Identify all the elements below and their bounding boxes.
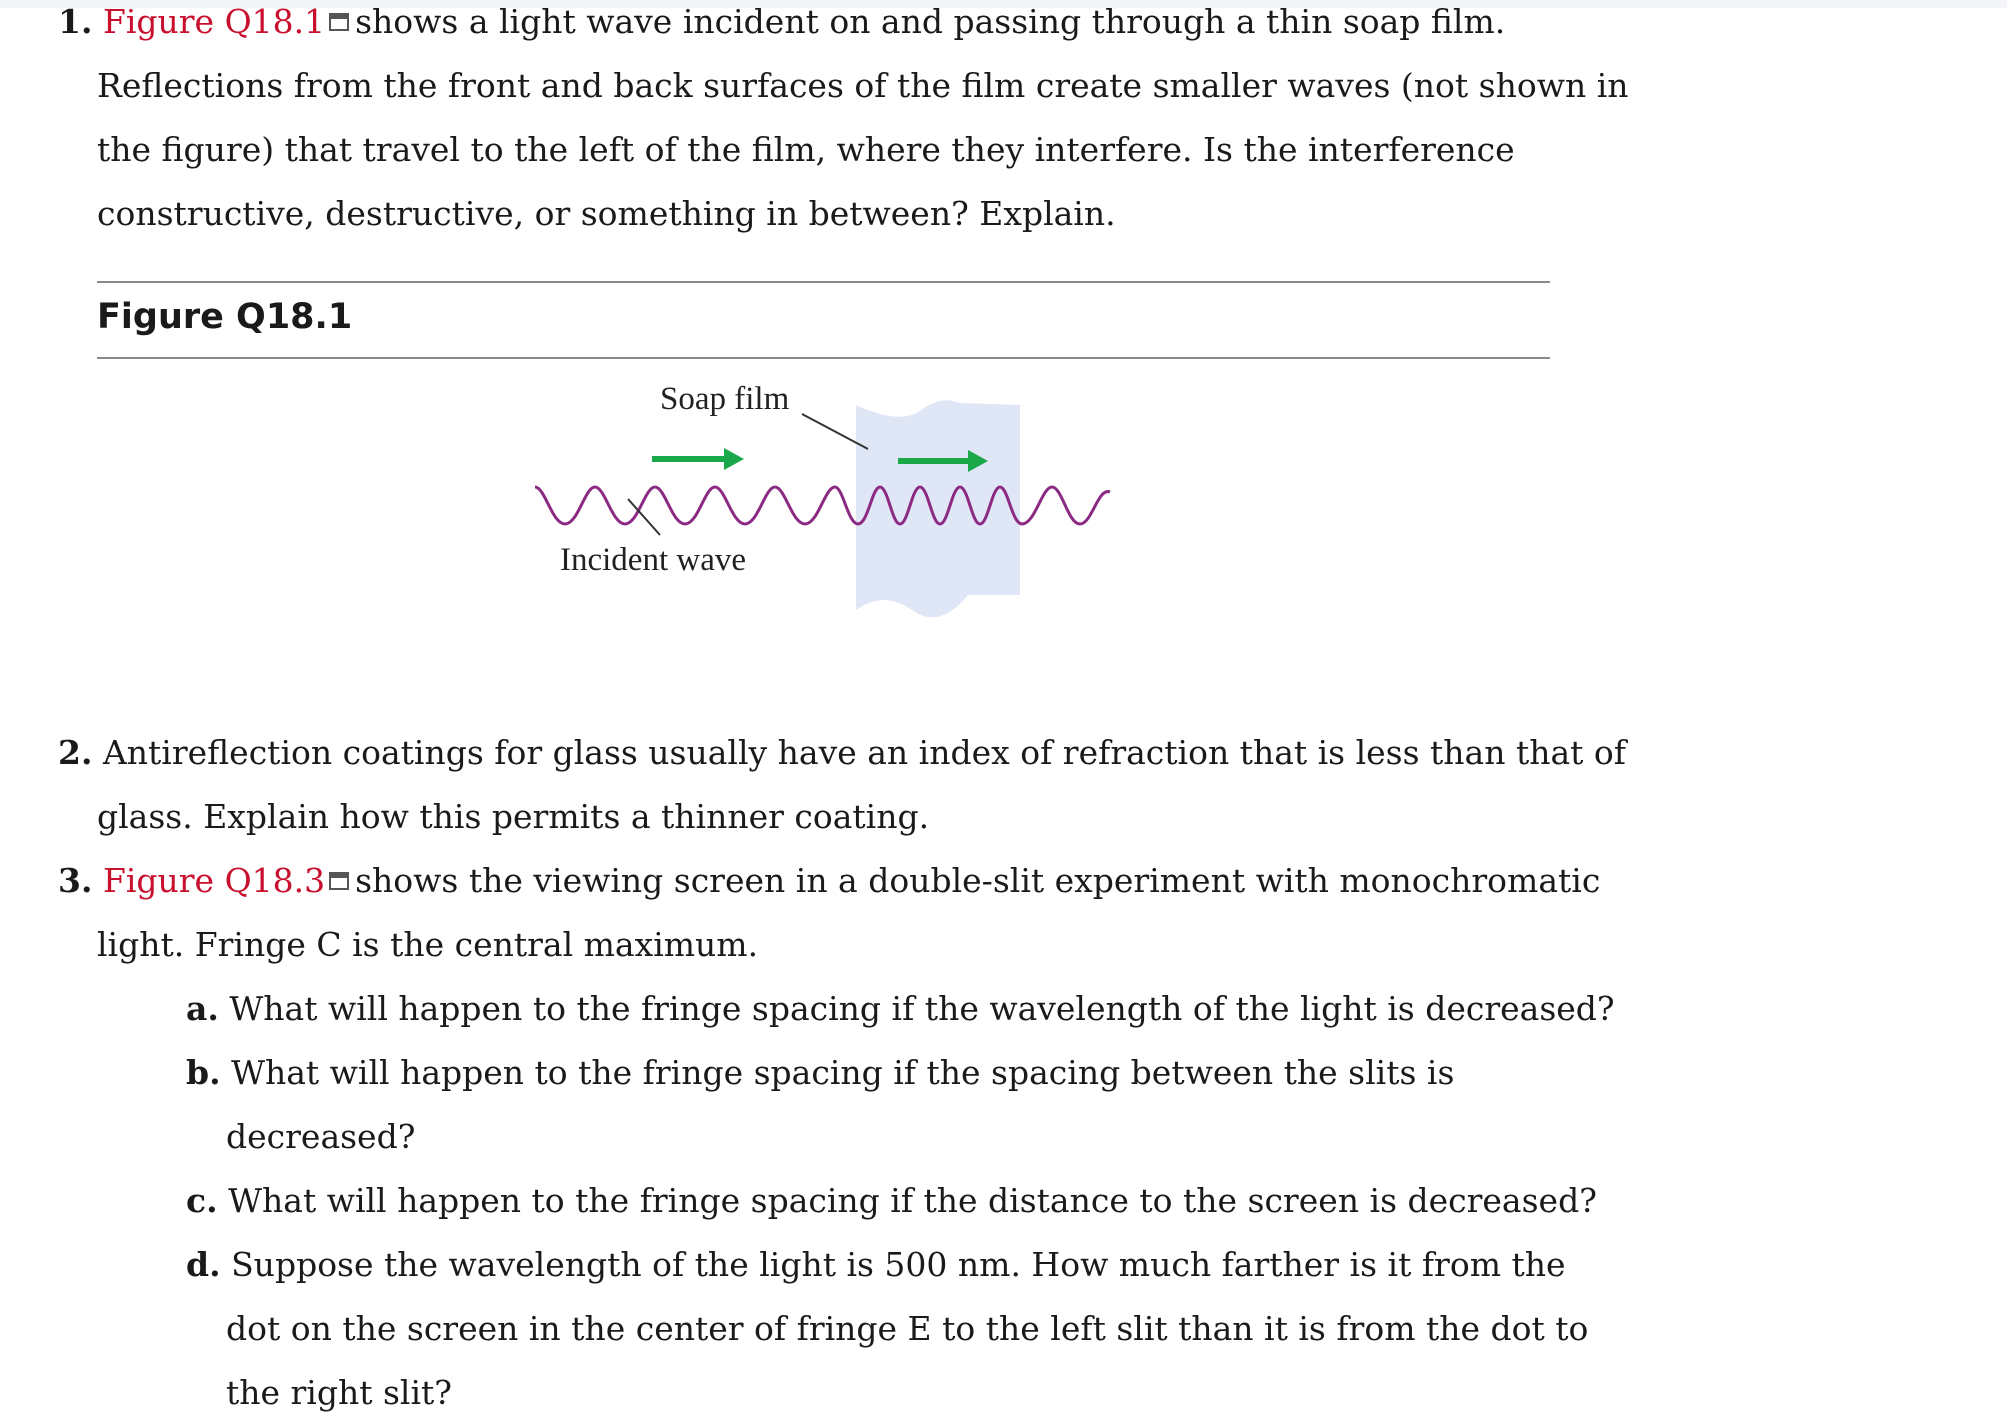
- q3d-line-1: [186, 1243, 1566, 1287]
- q3d-line-2: dot on the screen in the center of fringe E to the left slit than it is from the dot to: [226, 1309, 1589, 1348]
- figure-title: Figure Q18.1: [97, 297, 353, 337]
- q1-number: 1.: [58, 2, 93, 41]
- q3d-line-3: the right slit?: [226, 1373, 452, 1412]
- q3c-line-1: [186, 1179, 1597, 1223]
- soap-film-diagram: [520, 385, 1140, 635]
- q2-line-1-text: Antireflection coatings for glass usually have an index of refraction that is less than that of: [102, 733, 1626, 772]
- q3-line-1-text: shows the viewing screen in a double-slit experiment with monochromatic: [355, 861, 1601, 900]
- q3c-label: c.: [186, 1181, 218, 1220]
- q3a-line-1: [186, 987, 1615, 1031]
- incident-wave-leader-line: [628, 499, 660, 535]
- figure-q18-1-link[interactable]: Figure Q18.1: [102, 2, 326, 41]
- q3d-text: Suppose the wavelength of the light is 500 nm. How much farther is it from the: [231, 1245, 1566, 1284]
- q3b-line-1: [186, 1051, 1454, 1095]
- q3a-label: a.: [186, 989, 219, 1028]
- q2-line-2: glass. Explain how this permits a thinner coating.: [97, 797, 930, 836]
- soap-film-shape: [856, 400, 1020, 617]
- q1-line-1: [58, 0, 1505, 44]
- q3-number: 3.: [58, 861, 93, 900]
- figure-q18-3-link[interactable]: Figure Q18.3: [102, 861, 326, 900]
- q1-line-1-text: shows a light wave incident on and passing through a thin soap film.: [355, 2, 1506, 41]
- q3c-text: What will happen to the fringe spacing if the distance to the screen is decreased?: [228, 1181, 1597, 1220]
- q3b-text: What will happen to the fringe spacing if the spacing between the slits is: [231, 1053, 1455, 1092]
- q3b-label: b.: [186, 1053, 221, 1092]
- q1-line-2: Reflections from the front and back surfaces of the film create smaller waves (not shown in: [97, 66, 1629, 105]
- soap-film-figure: [520, 381, 1140, 635]
- q1-line-4: constructive, destructive, or something in between? Explain.: [97, 194, 1116, 233]
- soap-film-label: Soap film: [660, 381, 790, 417]
- q3-line-1: [58, 859, 1600, 903]
- q3d-label: d.: [186, 1245, 221, 1284]
- figure-top-rule: [97, 281, 1550, 283]
- q1-line-3: the figure) that travel to the left of the film, where they interfere. Is the interference: [97, 130, 1515, 169]
- propagation-arrow-left: [652, 448, 744, 470]
- light-wave: [535, 487, 1110, 524]
- q2-number: 2.: [58, 733, 93, 772]
- q2-line-1: [58, 731, 1626, 775]
- incident-wave-label: Incident wave: [560, 542, 746, 578]
- q3b-line-2: decreased?: [226, 1117, 416, 1156]
- figure-bottom-rule: [97, 357, 1550, 359]
- q3a-text: What will happen to the fringe spacing if the wavelength of the light is decreased?: [229, 989, 1615, 1028]
- external-link-icon[interactable]: [329, 13, 349, 31]
- q3-line-2: light. Fringe C is the central maximum.: [97, 925, 759, 964]
- external-link-icon[interactable]: [329, 872, 349, 890]
